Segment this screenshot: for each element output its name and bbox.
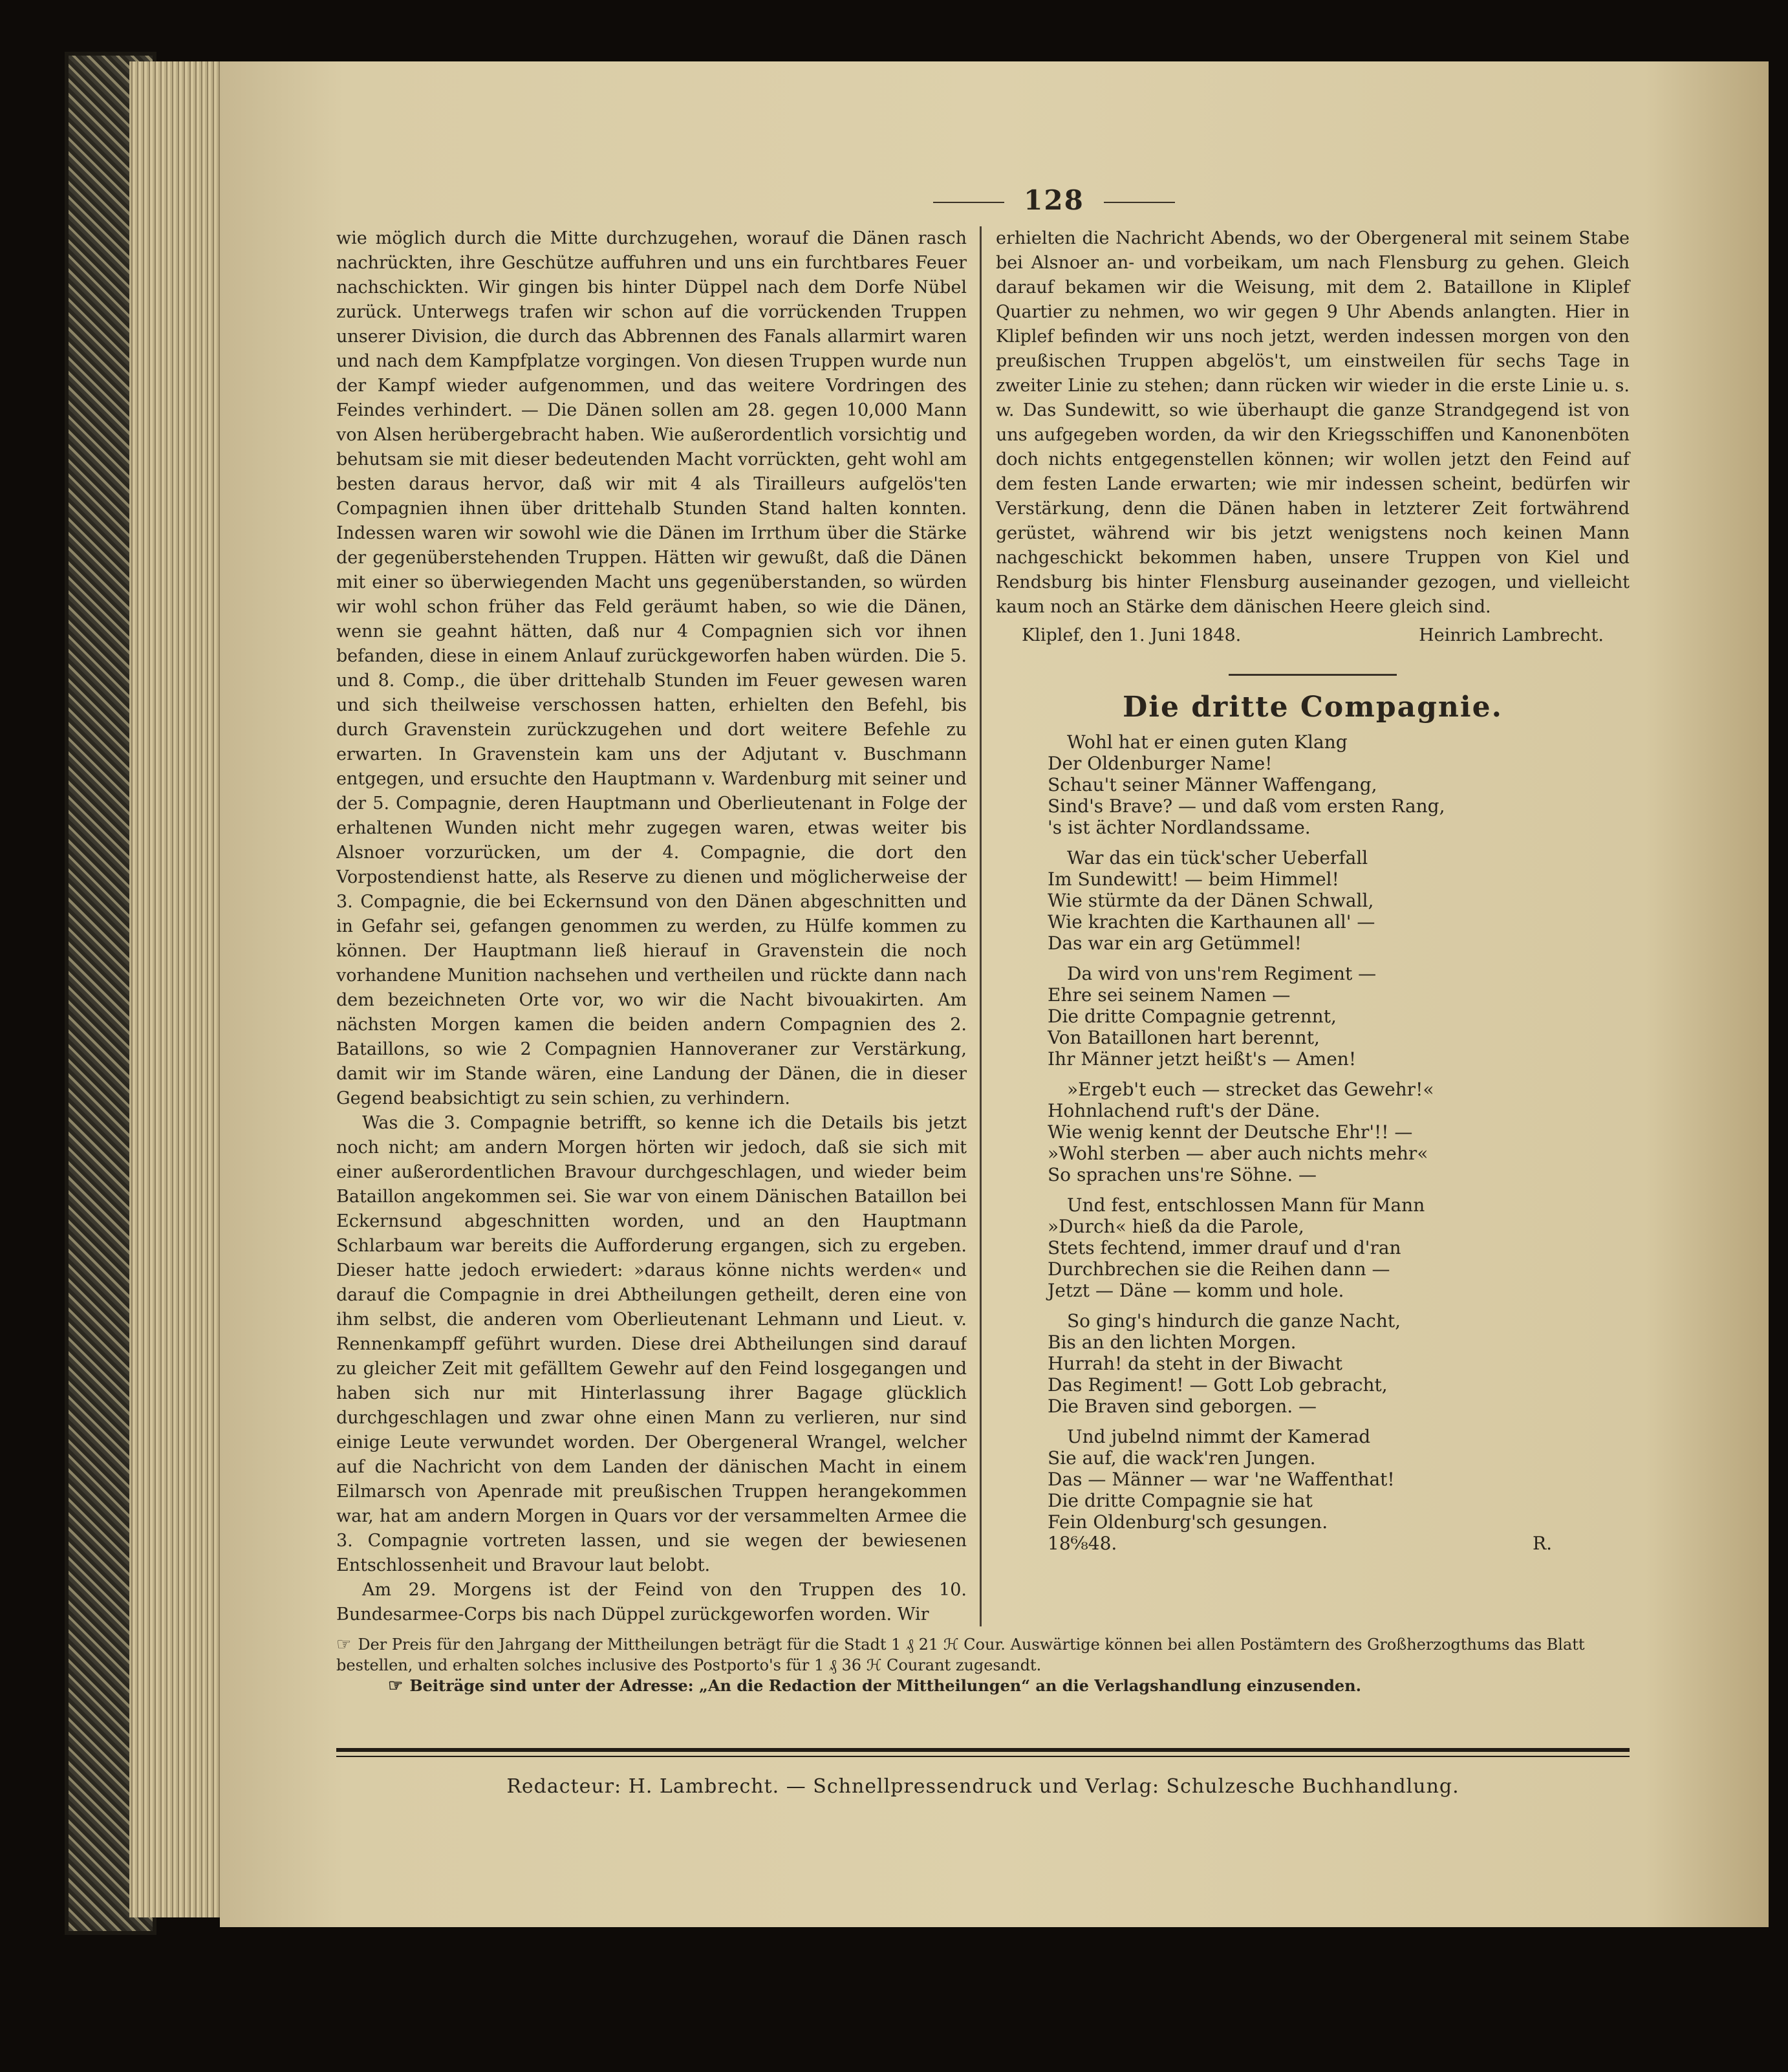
poem-line: Fein Oldenburg'sch gesungen. [1048,1511,1328,1533]
place-date: Kliplef, den 1. Juni 1848. [1022,625,1242,645]
folio-rule-left [933,202,1004,203]
poem-line: Und fest, entschlossen Mann für Mann [1067,1194,1425,1216]
newspaper-page [220,61,1769,1927]
poem-line: Der Oldenburger Name! [1048,753,1273,774]
poem-stanza [1048,1426,1630,1554]
page-number-header [879,184,1229,216]
pointing-hand-icon: ☞ [336,1635,352,1654]
pointing-hand-icon: ☞ [388,1676,404,1696]
poem-stanza [1048,1079,1630,1185]
left-column [336,226,967,1626]
contributions-notice [336,1676,1630,1696]
price-notice [336,1634,1630,1676]
poem-line: »Wohl sterben — aber auch nichts mehr« [1048,1143,1428,1164]
poem-footer [1048,1533,1630,1554]
poem-line: So ging's hindurch die ganze Nacht, [1067,1310,1401,1332]
poem-line: Ehre sei seinem Namen — [1048,984,1291,1006]
column-divider [980,226,982,1626]
letter-signoff [996,623,1630,648]
price-text: Der Preis für den Jahrgang der Mittheilungen beträgt für die Stadt 1 ₰ 21 ℋ Cour. Auswärtige können bei allen Postämtern des Großherzogthums das Blatt bestellen, und erhalten solches inclusive des Postporto's für 1 ₰ 36 ℋ Courant zugesandt. [336,1635,1585,1674]
poem-line: Und jubelnd nimmt der Kamerad [1067,1426,1371,1447]
poem-line: Wie wenig kennt der Deutsche Ehr'!! — [1048,1121,1413,1143]
poem-line: Bis an den lichten Morgen. [1048,1332,1297,1353]
left-paragraph-1: wie möglich durch die Mitte durchzugehen, worauf die Dänen rasch nachrückten, ihre Geschütze auffuhren und uns ein furchtbares Feuer nachschickten. Wir gingen bis hinter Düppel nach dem Dorfe Nübel zurück. Unterwegs trafen wir schon auf die vorrückenden Truppen unserer Division, die durch das Abbrennen des Fanals allarmirt waren und nach dem Kampfplatze vorgingen. Von diesen Truppen wurde nun der Kampf wieder aufgenommen, und das weitere Vordringen des Feindes verhindert. — Die Dänen sollen am 28. gegen 10,000 Mann von Alsen herübergebracht haben. Wie außerordentlich vorsichtig und behutsam sie mit dieser bedeutenden Macht vorrückten, geht wohl am besten daraus hervor, daß wir mit 4 als Tirailleurs aufgelös'ten Compagnien ihnen über drittehalb Stunden Stand halten konnten. Indessen waren wir sowohl wie die Dänen im Irrthum über die Stärke der gegenüberstehenden Truppen. Hätten wir gewußt, daß die Dänen mit einer so überwiegenden Macht uns gegenüberstanden, so würden wir wohl schon früher das Feld geräumt haben, so wie die Dänen, wenn sie geahnt hätten, daß nur 4 Compagnien sich vor ihnen befanden, diese in einem Anlauf zurückgeworfen haben würden. Die 5. und 8. Comp., die über drittehalb Stunden im Feuer gewesen waren und sich theilweise verschossen hatten, erhielten den Befehl, bis durch Gravenstein zurückzugehen und dort weitere Befehle zu erwarten. In Gravenstein kam uns der Adjutant v. Buschmann entgegen, und ersuchte den Hauptmann v. Wardenburg mit seiner und der 5. Compagnie, deren Hauptmann und Oberlieutenant in Folge der erhaltenen Wunden nicht mehr zugegen waren, etwas weiter bis Alsnoer vorzurücken, um der 4. Compagnie, die dort den Vorpostendienst hatte, als Reserve zu dienen und möglicherweise der 3. Compagnie, die bei Eckernsund von den Dänen abgeschnitten und in Gefahr sei, gefangen genommen zu werden, zu Hülfe kommen zu können. Der Hauptmann ließ hierauf in Gravenstein die noch vorhandene Munition nachsehen und vertheilen und rückte dann nach dem bezeichneten Orte vor, wo wir die Nacht bivouakirten. Am nächsten Morgen kamen die beiden andern Compagnien des 2. Bataillons, so wie 2 Compagnien Hannoveraner zur Verstärkung, damit wir im Stande wären, eine Landung der Dänen, die in dieser Gegend beabsichtigt zu sein schien, zu verhindern. [336,228,967,1108]
page-edges [129,61,233,1917]
poem-stanza [1048,847,1630,954]
section-rule [1229,674,1397,676]
poem-line: Die dritte Compagnie sie hat [1048,1490,1313,1511]
right-paragraph: erhielten die Nachricht Abends, wo der Obergeneral mit seinem Stabe bei Alsnoer an- und vorbeikam, um nach Flensburg zu gehen. Gleich darauf bekamen wir die Weisung, mit dem 2. Bataillone in Kliplef Quartier zu nehmen, wo wir gegen 9 Uhr Abends anlangten. Hier in Kliplef befinden wir uns noch jetzt, werden indessen morgen von den preußischen Truppen abgelös't, um einstweilen für sechs Tage in zweiter Linie zu stehen; dann rücken wir wieder in die erste Linie u. s. w. Das Sundewitt, so wie überhaupt die ganze Strandgegend ist von uns aufgegeben worden, da wir den Kriegsschiffen und Kanonenböten doch nichts entgegenstellen können; wir wollen jetzt den Feind auf dem festen Lande erwarten; wie mir indessen scheint, bedürfen wir Verstärkung, denn die Dänen haben in letzterer Zeit fortwährend gerüstet, während wir bis jetzt wenigstens noch keinen Mann nachgeschickt bekommen haben, unsere Truppen von Kiel und Rendsburg bis hinter Flensburg auseinander gezogen, und vielleicht kaum noch an Stärke dem dänischen Heere gleich sind. [996,228,1630,617]
poem-line: Hurrah! da steht in der Biwacht [1048,1353,1342,1374]
subscription-notice [336,1634,1630,1696]
poem-line: Das — Männer — war 'ne Waffenthat! [1048,1469,1395,1490]
poem-line: »Ergeb't euch — strecket das Gewehr!« [1067,1079,1434,1100]
poem-line: Im Sundewitt! — beim Himmel! [1048,869,1339,890]
poem-line: Da wird von uns'rem Regiment — [1067,963,1377,984]
poem-line: Das war ein arg Getümmel! [1048,933,1302,954]
poem [996,731,1630,1554]
imprint: Redacteur: H. Lambrecht. — Schnellpressendruck und Verlag: Schulzesche Buchhandlung. [506,1775,1459,1798]
poem-line: »Durch« hieß da die Parole, [1048,1216,1304,1237]
left-paragraph-3: Am 29. Morgens ist der Feind von den Truppen des 10. Bundesarmee-Corps bis nach Düppel zurückgeworfen worden. Wir [336,1580,967,1624]
poem-line: Das Regiment! — Gott Lob gebracht, [1048,1374,1388,1396]
signature: Heinrich Lambrecht. [1419,625,1604,645]
page-number: 128 [1024,184,1084,216]
poem-stanza [1048,1310,1630,1417]
poem-line: Wohl hat er einen guten Klang [1067,731,1348,753]
poem-line: So sprachen uns're Söhne. — [1048,1164,1317,1185]
poem-line: Schau't seiner Männer Waffengang, [1048,774,1377,795]
poem-line: Sie auf, die wack'ren Jungen. [1048,1447,1316,1469]
poem-line: Durchbrechen sie die Reihen dann — [1048,1258,1390,1280]
poem-line: Jetzt — Däne — komm und hole. [1048,1280,1344,1301]
poem-line: Hohnlachend ruft's der Däne. [1048,1100,1320,1121]
poem-stanza [1048,731,1630,838]
contributions-text: Beiträge sind unter der Adresse: „An die Redaction der Mittheilungen“ an die Verlagshandlung einzusenden. [409,1676,1361,1695]
poem-line: Sind's Brave? — und daß vom ersten Rang, [1048,795,1445,817]
poem-initial: R. [1533,1533,1552,1554]
poem-date: 18⁶⁄₈48. [1048,1533,1117,1554]
folio-rule-right [1104,202,1175,203]
poem-line: War das ein tück'scher Ueberfall [1067,847,1368,869]
right-column [996,226,1630,1563]
left-paragraph-2: Was die 3. Compagnie betrifft, so kenne ich die Details bis jetzt noch nicht; am andern Morgen hörten wir jedoch, daß sie sich mit einer außerordentlichen Bravour durchgeschlagen, und wieder beim Bataillon angekommen sei. Sie war von einem Dänischen Bataillon bei Eckernsund abgeschnitten worden, und an den Hauptmann Schlarbaum war bereits die Aufforderung ergangen, sich zu ergeben. Dieser hatte jedoch erwiedert: »daraus könne nichts werden« und darauf die Compagnie in drei Abtheilungen getheilt, deren eine von ihm selbst, die anderen vom Oberlieutenant Lehmann und Lieut. v. Rennenkampff geführt wurden. Diese drei Abtheilungen sind darauf zu gleicher Zeit mit gefälltem Gewehr auf den Feind losgegangen und haben sich nur mit Hinterlassung ihrer Bagage glücklich durchgeschlagen und zwar ohne einen Mann zu verlieren, nur sind einige Leute verwundet worden. Der Obergeneral Wrangel, welcher auf die Nachricht von dem Landen der dänischen Macht in einem Eilmarsch von Apenrade mit preußischen Truppen herangekommen war, hat am andern Morgen in Quars vor der versammelten Armee die 3. Compagnie vortreten lassen, und sie wegen der bewiesenen Entschlossenheit und Bravour laut belobt. [336,1113,967,1575]
poem-line: Wie stürmte da der Dänen Schwall, [1048,890,1374,911]
poem-line: Ihr Männer jetzt heißt's — Amen! [1048,1048,1357,1070]
poem-stanza [1048,963,1630,1070]
poem-line: 's ist ächter Nordlandssame. [1048,817,1311,838]
poem-line: Wie krachten die Karthaunen all' — [1048,911,1375,933]
poem-line: Die dritte Compagnie getrennt, [1048,1006,1337,1027]
poem-title: Die dritte Compagnie. [1123,691,1503,724]
poem-line: Stets fechtend, immer drauf und d'ran [1048,1237,1401,1258]
poem-stanza [1048,1194,1630,1301]
poem-line: Die Braven sind geborgen. — [1048,1396,1317,1417]
footer-double-rule [336,1748,1630,1757]
poem-line: Von Bataillonen hart berennt, [1048,1027,1320,1048]
